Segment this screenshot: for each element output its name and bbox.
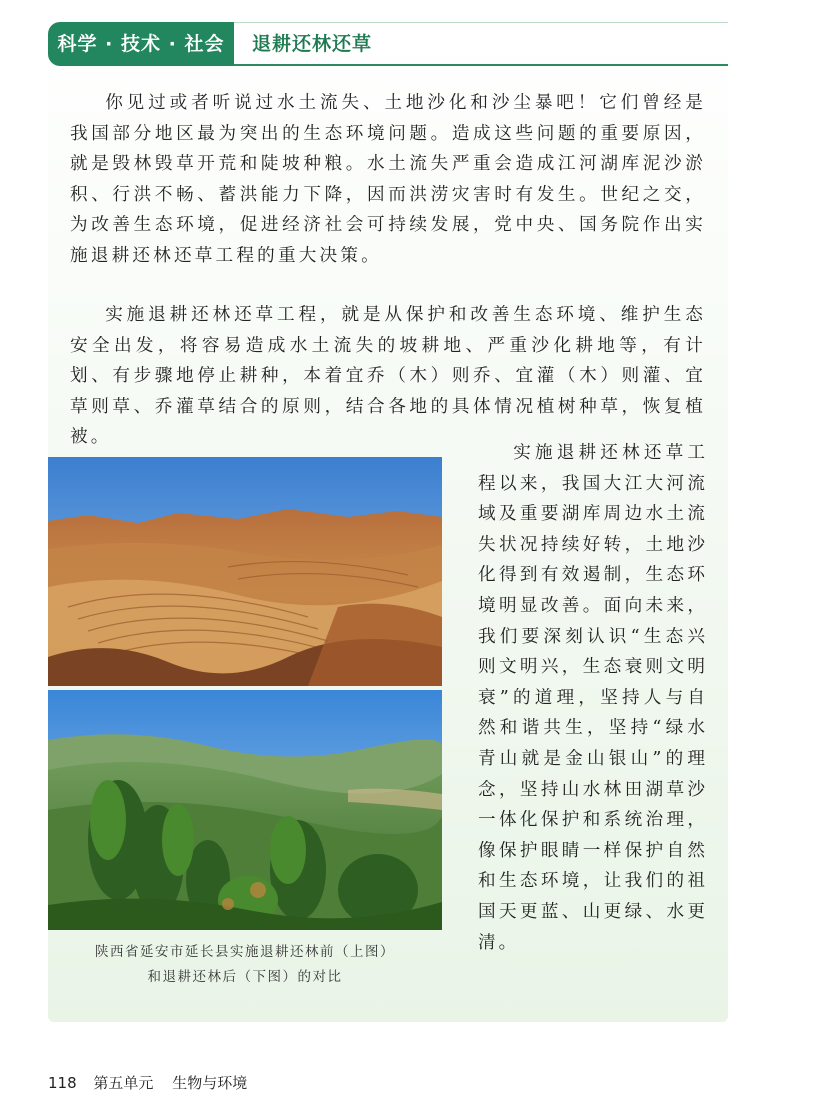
photo-after-restoration — [48, 690, 442, 930]
header-rule — [234, 64, 728, 66]
page-title: 退耕还林还草 — [252, 33, 373, 55]
figure-caption — [48, 940, 442, 990]
unit-title: 生物与环境 — [172, 1074, 248, 1092]
unit-label: 第五单元 — [93, 1074, 154, 1092]
section-category-tag: 科学 · 技术 · 社会 — [48, 22, 234, 66]
body-paragraph-1: 你见过或者听说过水土流失、土地沙化和沙尘暴吧！它们曾经是我国部分地区最为突出的生态环境问题。造成这些问题的重要原因，就是毁林毁草开荒和陡坡种粮。水土流失严重会造成江河湖库泥沙淤积、行洪不畅、蓄洪能力下降，因而洪涝灾害时有发生。世纪之交，为改善生态环境，促进经济社会可持续发展，党中央、国务院作出实施退耕还林还草工程的重大决策。 — [70, 93, 706, 266]
photo-before-restoration — [48, 457, 442, 686]
caption-line-2: 和退耕还林后（下图）的对比 — [147, 969, 343, 985]
body-paragraph-3: 实施退耕还林还草工程以来，我国大江大河流域及重要湖库周边水土流失状况持续好转，土地沙化得到有效遏制，生态环境明显改善。面向未来，我们要深刻认识“生态兴则文明兴，生态衰则文明衰”的道理，坚持人与自然和谐共生，坚持“绿水青山就是金山银山”的理念，坚持山水林田湖草沙一体化保护和系统治理，像保护眼睛一样保护自然和生态环境，让我们的祖国天更蓝、山更绿、水更清。 — [478, 443, 708, 953]
page-number: 118 — [48, 1074, 77, 1092]
body-paragraph-2: 实施退耕还林还草工程，就是从保护和改善生态环境、维护生态安全出发，将容易造成水土流失的坡耕地、严重沙化耕地等，有计划、有步骤地停止耕种，本着宜乔（木）则乔、宜灌（木）则灌、宜草则草、乔灌草结合的原则，结合各地的具体情况植树种草，恢复植被。 — [70, 305, 706, 448]
caption-line-1: 陕西省延安市延长县实施退耕还林前（上图） — [95, 944, 395, 960]
page-footer — [48, 1071, 247, 1095]
